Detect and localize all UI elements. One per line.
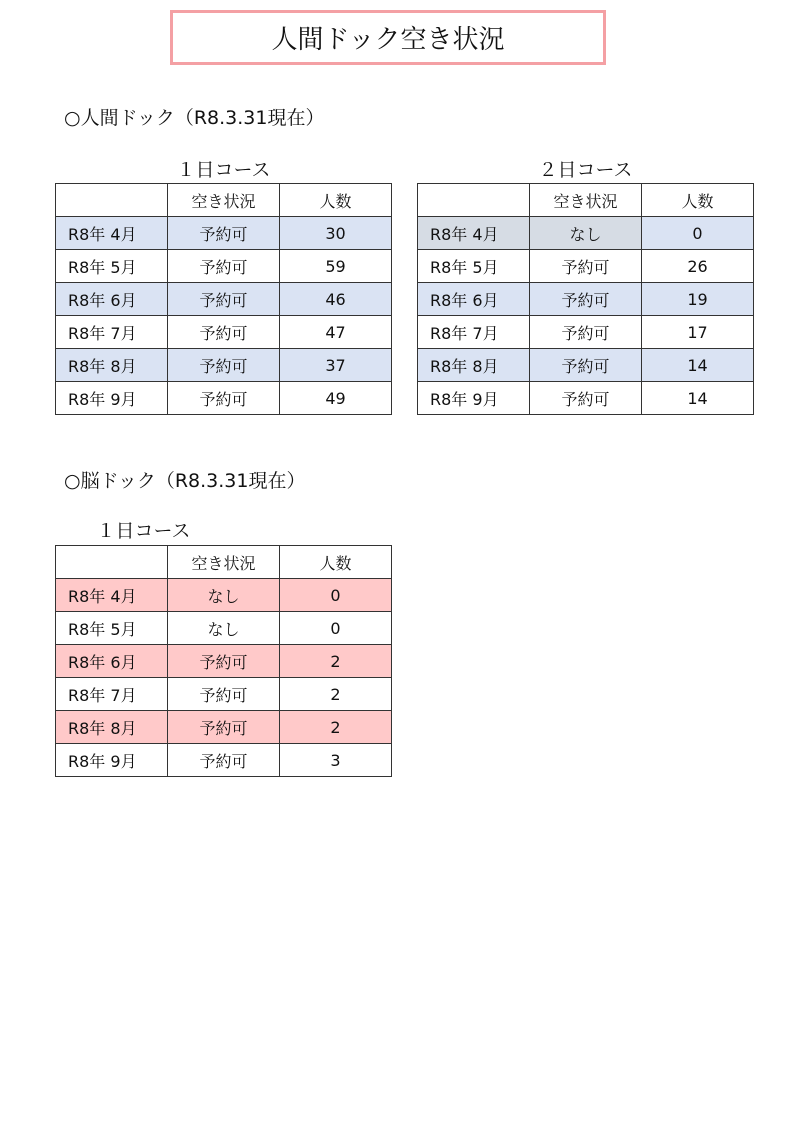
table-row	[56, 645, 392, 678]
status-cell: 予約可	[168, 283, 280, 316]
count-cell: 47	[280, 316, 392, 349]
month-cell: R8年 8月	[56, 711, 168, 744]
count-cell: 0	[642, 217, 754, 250]
month-cell: R8年 9月	[418, 382, 530, 415]
month-cell: R8年 5月	[56, 612, 168, 645]
count-cell: 49	[280, 382, 392, 415]
table-header-row	[418, 184, 754, 217]
table-header-row	[56, 546, 392, 579]
count-cell: 2	[280, 678, 392, 711]
table-row	[56, 316, 392, 349]
month-cell: R8年 6月	[56, 645, 168, 678]
month-cell: R8年 8月	[418, 349, 530, 382]
status-cell: 予約可	[168, 678, 280, 711]
status-cell: 予約可	[530, 250, 642, 283]
course-title: １日コース	[176, 159, 271, 181]
status-cell: なし	[168, 612, 280, 645]
month-cell: R8年 9月	[56, 744, 168, 777]
table-row	[56, 612, 392, 645]
header-cell: 人数	[280, 184, 392, 217]
status-cell: 予約可	[168, 645, 280, 678]
header-cell: 人数	[642, 184, 754, 217]
month-cell: R8年 6月	[418, 283, 530, 316]
count-cell: 46	[280, 283, 392, 316]
availability-table-1day	[55, 183, 392, 415]
table-row	[56, 579, 392, 612]
status-cell: 予約可	[530, 283, 642, 316]
table-row	[418, 316, 754, 349]
table-row	[418, 349, 754, 382]
header-cell: 空き状況	[168, 546, 280, 579]
month-cell: R8年 4月	[56, 579, 168, 612]
count-cell: 2	[280, 711, 392, 744]
availability-table-2day	[417, 183, 754, 415]
month-cell: R8年 7月	[56, 678, 168, 711]
count-cell: 19	[642, 283, 754, 316]
status-cell: 予約可	[168, 744, 280, 777]
header-cell: 空き状況	[530, 184, 642, 217]
table-row	[56, 283, 392, 316]
status-cell: 予約可	[530, 349, 642, 382]
section-heading-ningen-dock: ○人間ドック（R8.3.31現在）	[64, 107, 325, 129]
table-header-row	[56, 184, 392, 217]
header-cell: 人数	[280, 546, 392, 579]
count-cell: 26	[642, 250, 754, 283]
count-cell: 37	[280, 349, 392, 382]
table-row	[56, 678, 392, 711]
month-cell: R8年 7月	[56, 316, 168, 349]
table-row	[418, 382, 754, 415]
count-cell: 2	[280, 645, 392, 678]
page-title: 人間ドック空き状況	[170, 10, 606, 65]
month-cell: R8年 7月	[418, 316, 530, 349]
table-row	[56, 349, 392, 382]
course-title: ２日コース	[538, 159, 633, 181]
table-row	[56, 250, 392, 283]
course-title: １日コース	[96, 520, 191, 542]
table-row	[56, 217, 392, 250]
availability-table-brain	[55, 545, 392, 777]
header-cell	[56, 184, 168, 217]
month-cell: R8年 9月	[56, 382, 168, 415]
month-cell: R8年 5月	[56, 250, 168, 283]
status-cell: 予約可	[168, 711, 280, 744]
month-cell: R8年 4月	[56, 217, 168, 250]
table-row	[56, 382, 392, 415]
table-row	[56, 744, 392, 777]
status-cell: なし	[530, 217, 642, 250]
count-cell: 14	[642, 382, 754, 415]
status-cell: なし	[168, 579, 280, 612]
section-heading-brain-dock: ○脳ドック（R8.3.31現在）	[64, 470, 306, 492]
status-cell: 予約可	[530, 316, 642, 349]
month-cell: R8年 6月	[56, 283, 168, 316]
status-cell: 予約可	[168, 382, 280, 415]
count-cell: 30	[280, 217, 392, 250]
table-row	[56, 711, 392, 744]
count-cell: 14	[642, 349, 754, 382]
status-cell: 予約可	[168, 316, 280, 349]
header-cell: 空き状況	[168, 184, 280, 217]
table-row	[418, 283, 754, 316]
count-cell: 0	[280, 579, 392, 612]
status-cell: 予約可	[168, 250, 280, 283]
table-row	[418, 250, 754, 283]
header-cell	[56, 546, 168, 579]
header-cell	[418, 184, 530, 217]
count-cell: 17	[642, 316, 754, 349]
count-cell: 0	[280, 612, 392, 645]
month-cell: R8年 5月	[418, 250, 530, 283]
month-cell: R8年 4月	[418, 217, 530, 250]
table-row	[418, 217, 754, 250]
status-cell: 予約可	[530, 382, 642, 415]
status-cell: 予約可	[168, 217, 280, 250]
count-cell: 3	[280, 744, 392, 777]
month-cell: R8年 8月	[56, 349, 168, 382]
count-cell: 59	[280, 250, 392, 283]
status-cell: 予約可	[168, 349, 280, 382]
